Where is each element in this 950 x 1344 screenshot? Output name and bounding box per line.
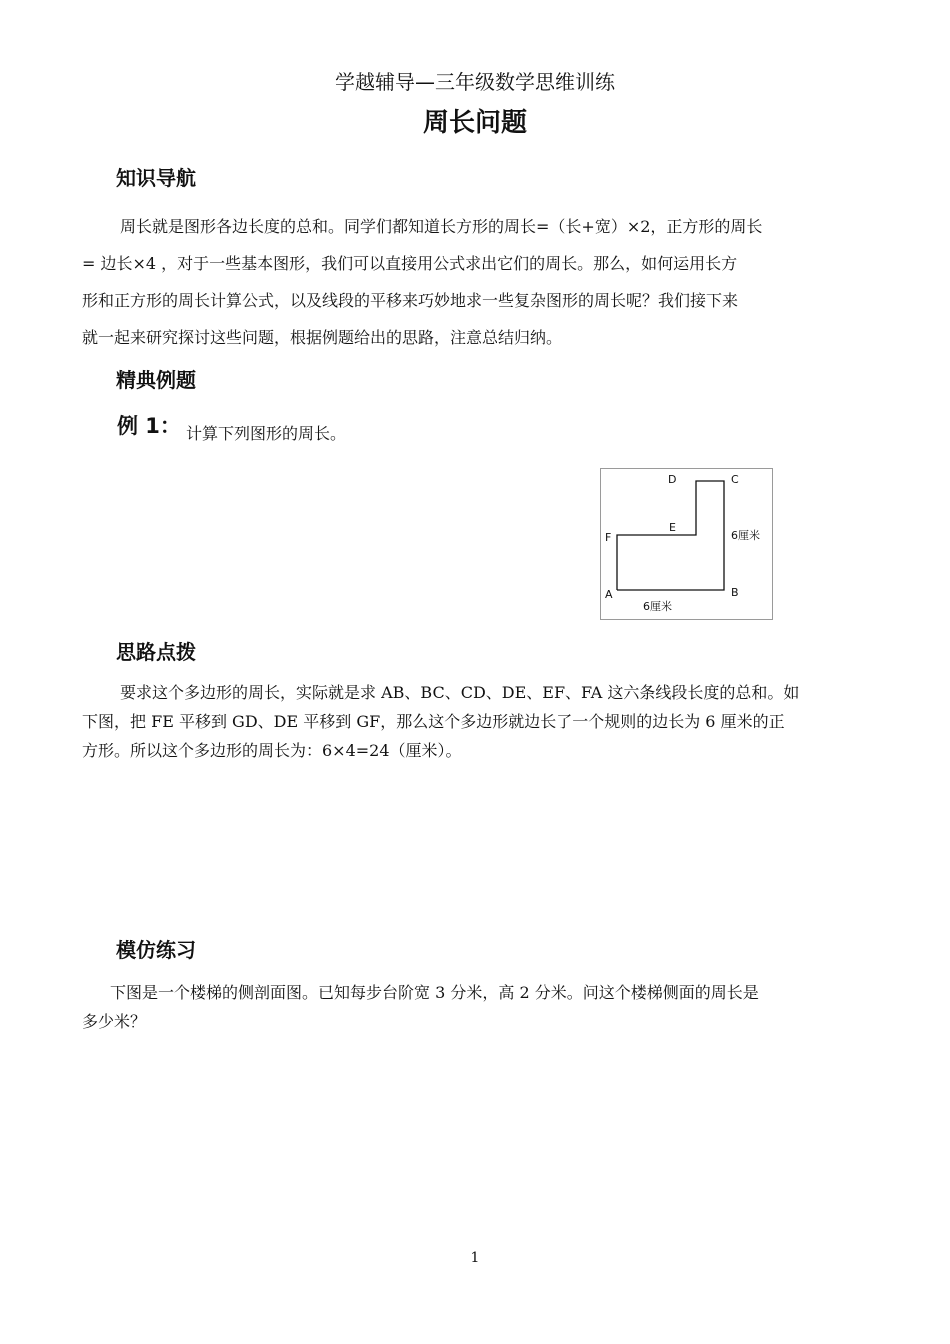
label-a: A [605, 588, 613, 601]
section-heading-examples: 精典例题 [116, 368, 196, 392]
section-heading-hint: 思路点拨 [116, 640, 196, 664]
side-bottom-length: 6厘米 [643, 600, 672, 613]
polygon-shape [617, 481, 724, 590]
hint-paragraph [82, 678, 872, 765]
practice-paragraph [82, 978, 872, 1036]
section-heading-knowledge: 知识导航 [116, 166, 196, 190]
section-heading-practice: 模仿练习 [116, 938, 196, 962]
practice-line-2: 多少米？ [82, 1012, 147, 1031]
side-right-length: 6厘米 [731, 529, 760, 542]
knowledge-line-4: 就一起来研究探讨这些问题，根据例题给出的思路，注意总结归纳。 [82, 328, 563, 347]
page-number: 1 [470, 1250, 480, 1266]
label-d: D [668, 473, 677, 486]
polygon-figure [600, 468, 773, 620]
page-header: 学越辅导—三年级数学思维训练 [335, 70, 615, 94]
label-f: F [605, 531, 612, 544]
label-c: C [731, 473, 739, 486]
practice-line-1: 下图是一个楼梯的侧剖面图。已知每步台阶宽 3 分米，高 2 分米。问这个楼梯侧面的周长是 [110, 983, 759, 1002]
hint-line-1: 要求这个多边形的周长，实际就是求 AB、BC、CD、DE、EF、FA 这六条线段长度的总和。如 [120, 683, 800, 702]
knowledge-line-2: = 边长×4 ，对于一些基本图形，我们可以直接用公式求出它们的周长。那么，如何运用长方 [82, 254, 738, 273]
polygon-svg [601, 469, 772, 619]
label-e: E [669, 521, 676, 534]
example-1-text: 计算下列图形的周长。 [186, 424, 347, 443]
label-b: B [731, 586, 739, 599]
knowledge-line-3: 形和正方形的周长计算公式，以及线段的平移来巧妙地求一些复杂图形的周长呢？我们接下来 [82, 291, 739, 310]
hint-line-3: 方形。所以这个多边形的周长为：6×4=24（厘米）。 [82, 741, 462, 760]
hint-line-2: 下图，把 FE 平移到 GD、DE 平移到 GF，那么这个多边形就边长了一个规则的边长为 6 厘米的正 [82, 712, 785, 731]
knowledge-paragraph [82, 208, 872, 356]
example-1-label: 例 1： [117, 414, 181, 438]
knowledge-line-1: 周长就是图形各边长度的总和。同学们都知道长方形的周长=（长+宽）×2，正方形的周长 [120, 217, 763, 236]
page-title: 周长问题 [422, 108, 527, 138]
